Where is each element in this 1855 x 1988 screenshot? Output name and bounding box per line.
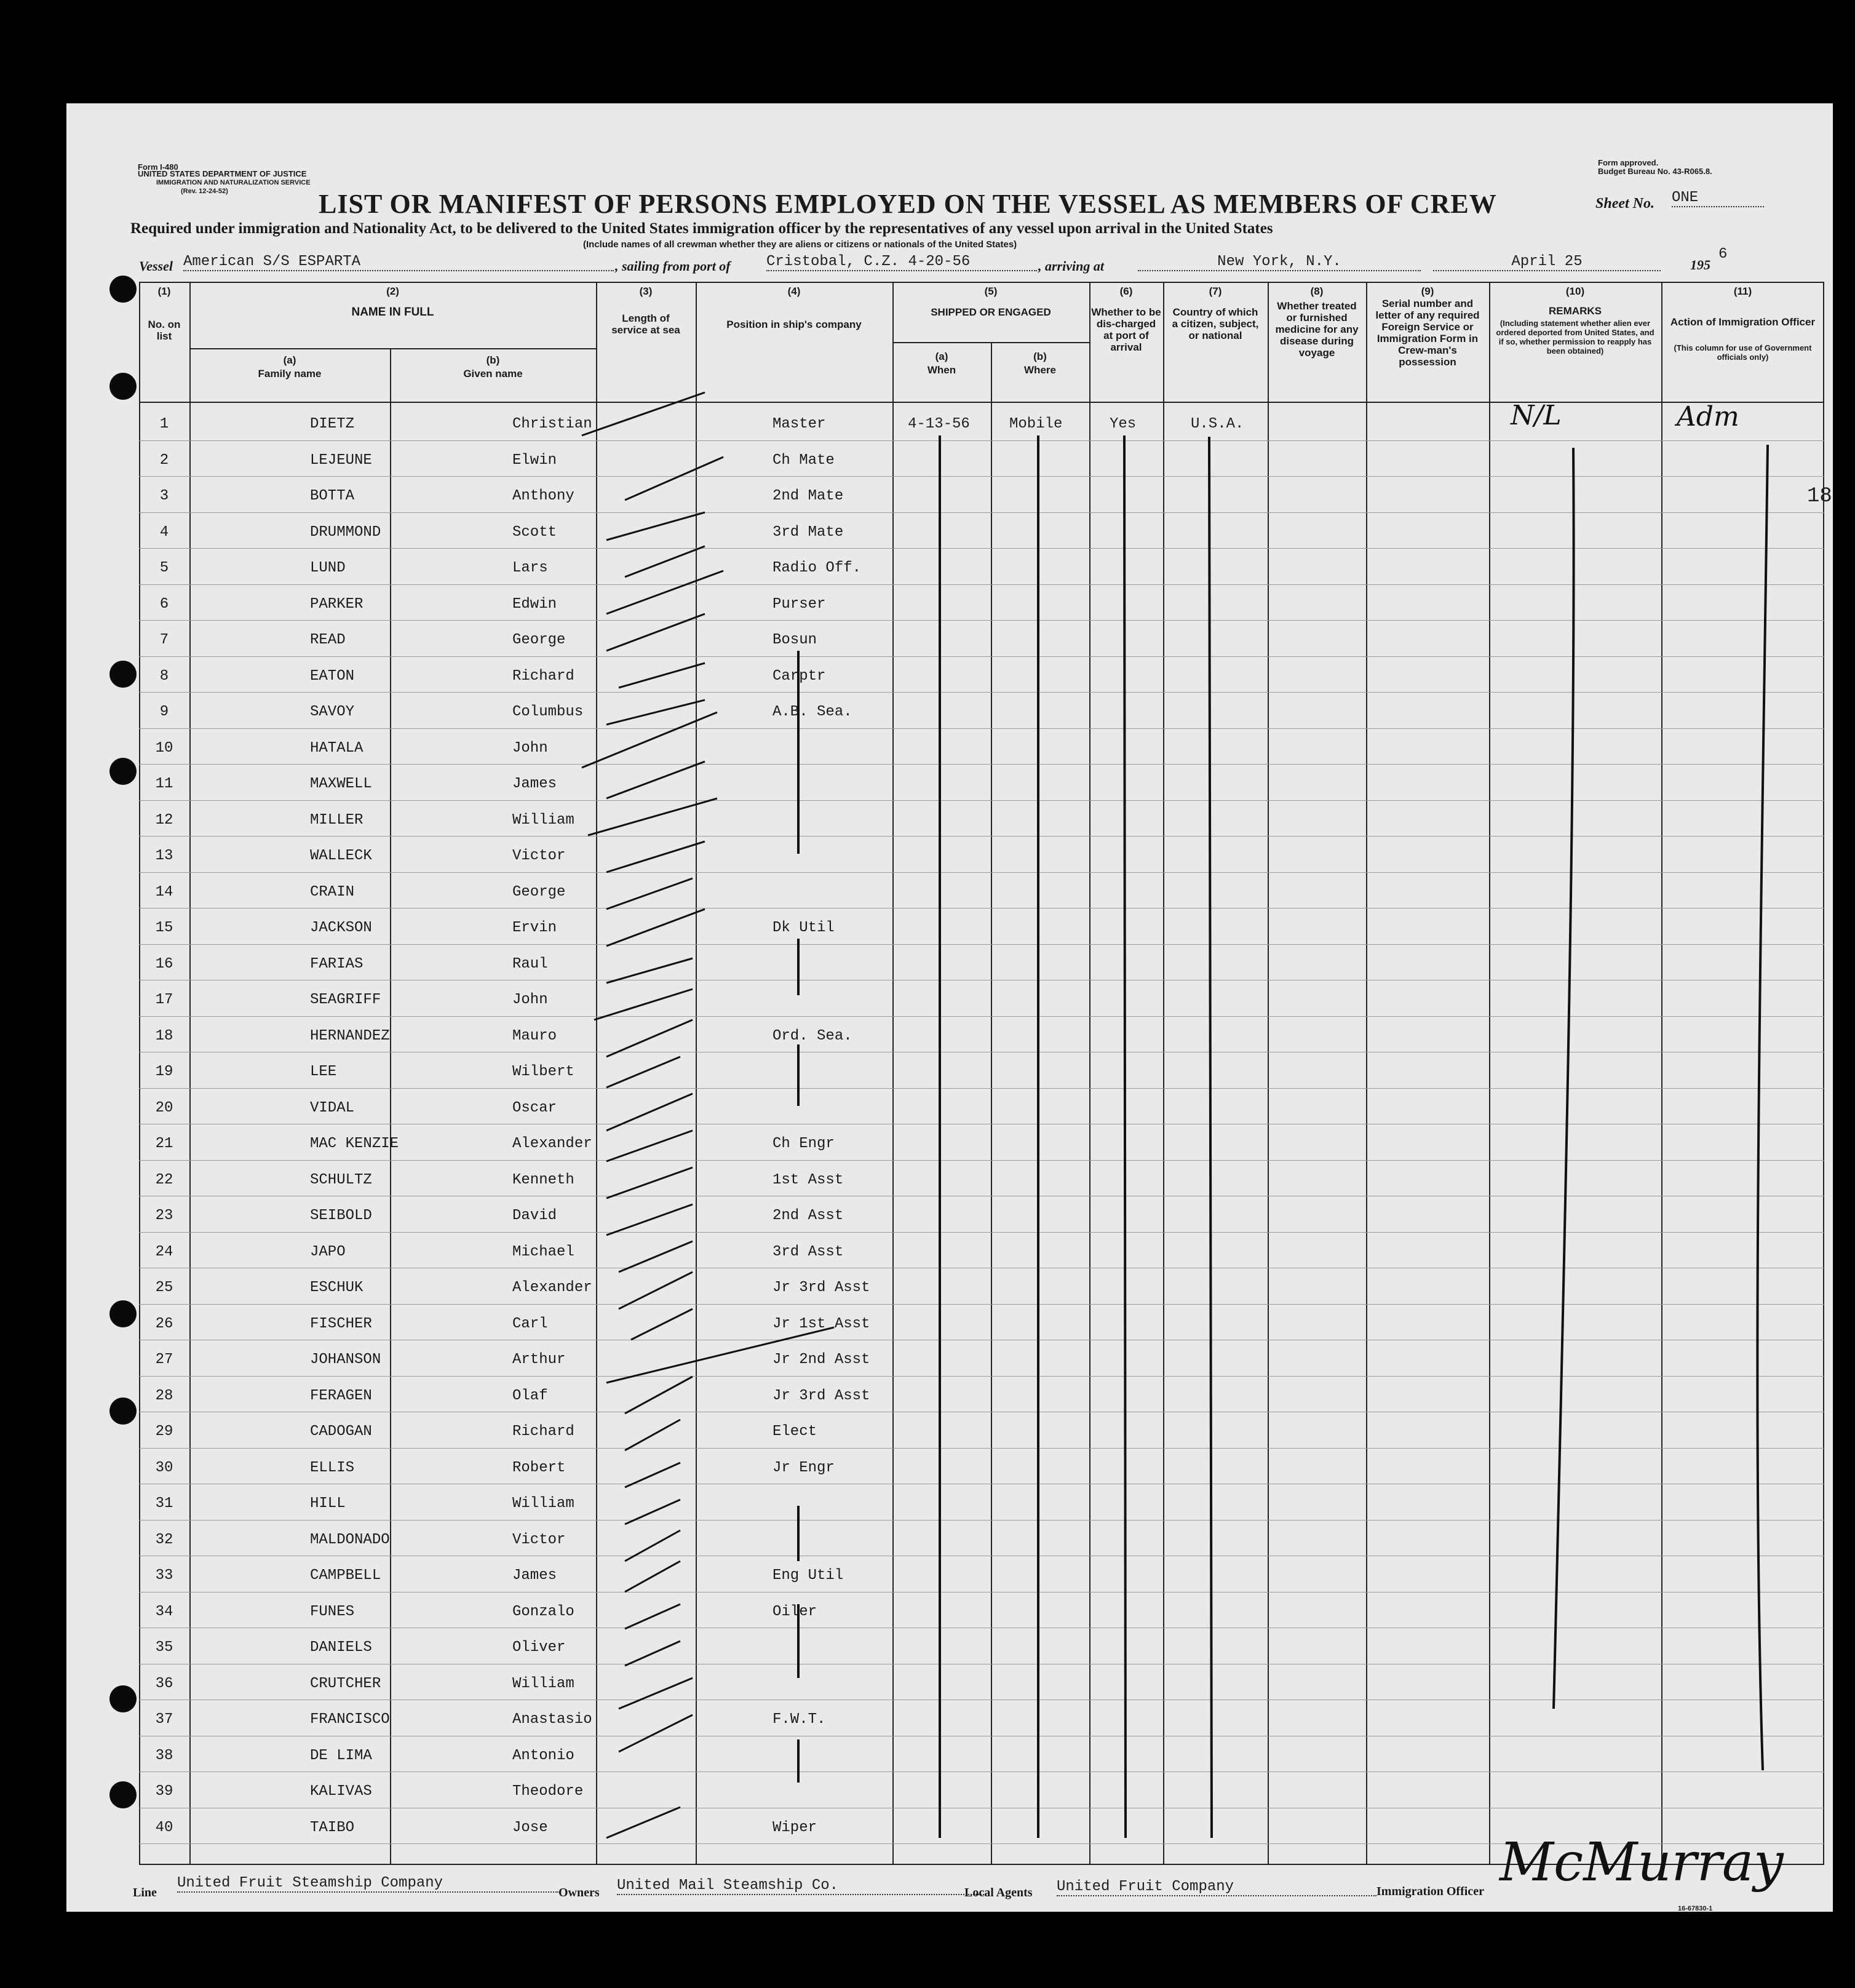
family-name: TAIBO <box>310 1819 355 1836</box>
family-name: FARIAS <box>310 955 363 972</box>
ship-position: Jr 1st Asst <box>773 1315 870 1332</box>
ship-position: Radio Off. <box>773 560 862 576</box>
col8-header: Whether treated or furnished medicine for any disease during voyage <box>1275 300 1359 359</box>
form-number: Form I-480 <box>138 162 178 172</box>
ship-position: Oiler <box>773 1603 817 1620</box>
crew-number: 23 <box>155 1207 173 1224</box>
col2b-letter: (b) <box>486 354 500 366</box>
family-name: LEJEUNE <box>310 451 372 469</box>
manifest-sheet <box>66 103 1833 1912</box>
crew-number: 25 <box>155 1279 173 1296</box>
crew-number: 39 <box>155 1783 173 1800</box>
ship-position: Master <box>773 416 826 432</box>
family-name: FISCHER <box>310 1315 372 1332</box>
family-name: JACKSON <box>310 920 372 936</box>
col2a-header: Family name <box>258 368 322 380</box>
crew-number: 14 <box>155 883 173 901</box>
include-note: (Include names of all crewman whether they are aliens or citizens or nationals of the United States) <box>583 239 1017 250</box>
given-name: Anthony <box>512 488 574 504</box>
col3-number: (3) <box>639 285 653 297</box>
col2-header: NAME IN FULL <box>351 306 434 319</box>
shipped-when: 4-13-56 <box>908 416 970 432</box>
footer-code: 16-67830-1 <box>1678 1905 1713 1912</box>
punch-hole <box>109 1781 137 1808</box>
col7-header: Country of which a citizen, subject, or national <box>1172 306 1259 341</box>
col4-number: (4) <box>787 285 801 297</box>
crew-number: 4 <box>159 523 169 541</box>
given-name: Olaf <box>512 1387 548 1404</box>
page-title: LIST OR MANIFEST OF PERSONS EMPLOYED ON THE VESSEL AS MEMBERS OF CREW <box>319 189 1497 219</box>
col6-header: Whether to be dis-charged at port of arrival <box>1091 306 1161 353</box>
side-count: 18 <box>1807 485 1832 508</box>
given-name: Oscar <box>512 1099 557 1116</box>
family-name: DIETZ <box>310 416 355 432</box>
crew-number: 13 <box>155 848 173 864</box>
col5a-letter: (a) <box>935 351 948 362</box>
punch-hole <box>109 661 137 688</box>
given-name: John <box>512 992 548 1008</box>
punch-hole <box>109 1685 137 1712</box>
crew-number: 5 <box>159 560 169 576</box>
given-name: Arthur <box>512 1351 566 1368</box>
crew-number: 16 <box>155 955 173 972</box>
given-name: Anastasio <box>512 1711 592 1728</box>
given-name: Raul <box>512 955 548 972</box>
crew-number: 20 <box>155 1099 173 1116</box>
ship-position: Dk Util <box>773 920 835 936</box>
given-name: Ervin <box>512 920 557 936</box>
ship-position: Jr 3rd Asst <box>773 1387 870 1404</box>
family-name: DE LIMA <box>310 1747 372 1764</box>
given-name: Oliver <box>512 1639 566 1656</box>
given-name: Columbus <box>512 704 584 720</box>
family-name: LUND <box>310 560 346 576</box>
crew-number: 40 <box>155 1819 173 1836</box>
given-name: George <box>512 883 566 901</box>
given-name: Lars <box>512 560 548 576</box>
ship-position: 2nd Mate <box>773 488 844 504</box>
crew-number: 8 <box>159 667 169 685</box>
given-name: Richard <box>512 667 574 685</box>
given-name: Edwin <box>512 595 557 613</box>
ship-position: Purser <box>773 595 826 613</box>
vessel-label: Vessel <box>139 258 173 274</box>
col8-number: (8) <box>1310 285 1324 297</box>
service-name: IMMIGRATION AND NATURALIZATION SERVICE <box>156 179 311 186</box>
crew-number: 32 <box>155 1531 173 1548</box>
ship-position: Elect <box>773 1423 817 1440</box>
family-name: EATON <box>310 667 355 685</box>
crew-number: 3 <box>159 488 169 504</box>
family-name: SAVOY <box>310 704 355 720</box>
given-name: John <box>512 739 548 757</box>
discharged-flag: Yes <box>1110 416 1137 432</box>
col5b-letter: (b) <box>1033 351 1047 362</box>
col11-header: Action of Immigration Officer <box>1670 316 1816 328</box>
ditto-marks <box>139 282 1824 1875</box>
officer-signature: McMurray <box>1499 1832 1784 1893</box>
punch-hole <box>109 758 137 785</box>
family-name: DRUMMOND <box>310 523 381 541</box>
family-name: JAPO <box>310 1243 346 1260</box>
owners-company: United Mail Steamship Co. <box>617 1877 986 1895</box>
crew-number: 6 <box>159 595 169 613</box>
punch-hole <box>109 1300 137 1327</box>
crew-number: 11 <box>155 776 173 792</box>
col2a-letter: (a) <box>283 354 296 366</box>
given-name: David <box>512 1207 557 1224</box>
given-name: William <box>512 811 574 829</box>
col10-note: (Including statement whether alien ever ordered deported from United States, and if so, whether permission to reapply has been obtained) <box>1496 319 1654 356</box>
officer-label: Immigration Officer <box>1376 1885 1484 1898</box>
col7-number: (7) <box>1209 285 1222 297</box>
col10-header: REMARKS <box>1549 305 1602 317</box>
arriving-label: , arriving at <box>1038 258 1104 274</box>
col1-number: (1) <box>157 285 171 297</box>
col5a-header: When <box>927 364 956 376</box>
family-name: SEIBOLD <box>310 1207 372 1224</box>
crew-number: 12 <box>155 811 173 829</box>
col5b-header: Where <box>1024 364 1056 376</box>
budget-bureau: Budget Bureau No. 43-R065.8. <box>1598 167 1712 176</box>
col2-number: (2) <box>386 285 399 297</box>
family-name: HERNANDEZ <box>310 1027 390 1044</box>
crew-number: 38 <box>155 1747 173 1764</box>
col4-header: Position in ship's company <box>726 319 862 330</box>
ship-position: 3rd Asst <box>773 1243 844 1260</box>
shipped-where: Mobile <box>1009 416 1063 432</box>
form-revision: (Rev. 12-24-52) <box>181 188 228 195</box>
given-name: Michael <box>512 1243 574 1260</box>
crew-table <box>139 282 1832 1875</box>
agents-company: United Fruit Company <box>1057 1879 1376 1896</box>
given-name: Theodore <box>512 1783 584 1800</box>
given-name: James <box>512 776 557 792</box>
family-name: WALLECK <box>310 848 372 864</box>
given-name: Antonio <box>512 1747 574 1764</box>
punch-hole <box>109 373 137 400</box>
punch-hole <box>109 276 137 303</box>
crew-number: 19 <box>155 1064 173 1080</box>
given-name: Alexander <box>512 1279 592 1296</box>
ship-position: Bosun <box>773 632 817 648</box>
crew-number: 29 <box>155 1423 173 1440</box>
crew-number: 31 <box>155 1495 173 1512</box>
given-name: Robert <box>512 1459 566 1476</box>
crew-number: 24 <box>155 1243 173 1260</box>
crew-number: 30 <box>155 1459 173 1476</box>
family-name: VIDAL <box>310 1099 355 1116</box>
ship-position: Ord. Sea. <box>773 1027 852 1044</box>
remarks-handwriting: N/L <box>1511 400 1562 431</box>
family-name: KALIVAS <box>310 1783 372 1800</box>
family-name: CRUTCHER <box>310 1675 381 1692</box>
family-name: FERAGEN <box>310 1387 372 1404</box>
col10-number: (10) <box>1565 285 1585 297</box>
family-name: HILL <box>310 1495 346 1512</box>
given-name: Kenneth <box>512 1171 574 1188</box>
ship-position: Jr 3rd Asst <box>773 1279 870 1296</box>
sailing-port: Cristobal, C.Z. 4-20-56 <box>766 253 1037 271</box>
year-prefix: 195 <box>1690 257 1710 272</box>
given-name: Scott <box>512 523 557 541</box>
arrival-port: New York, N.Y. <box>1138 253 1421 271</box>
crew-number: 35 <box>155 1639 173 1656</box>
crew-number: 36 <box>155 1675 173 1692</box>
given-name: Christian <box>512 416 592 432</box>
action-handwriting: Adm <box>1677 401 1739 432</box>
crew-number: 34 <box>155 1603 173 1620</box>
required-notice: Required under immigration and Nationality Act, to be delivered to the United States immigration officer by the representatives of any vessel upon arrival in the United States <box>130 220 1273 237</box>
family-name: READ <box>310 632 346 648</box>
given-name: Victor <box>512 848 566 864</box>
ship-position: 2nd Asst <box>773 1207 844 1224</box>
family-name: CADOGAN <box>310 1423 372 1440</box>
crew-number: 15 <box>155 920 173 936</box>
year-digit: 6 <box>1718 246 1728 263</box>
approval-block <box>1598 159 1712 176</box>
ship-position: Eng Util <box>773 1567 844 1584</box>
given-name: Mauro <box>512 1027 557 1044</box>
given-name: Victor <box>512 1531 566 1548</box>
col11-note: (This column for use of Government officials only) <box>1674 343 1812 362</box>
family-name: JOHANSON <box>310 1351 381 1368</box>
col1-header: No. on list <box>148 319 181 342</box>
crew-number: 33 <box>155 1567 173 1584</box>
crew-number: 10 <box>155 739 173 757</box>
ship-position: F.W.T. <box>773 1711 826 1728</box>
col5-header: SHIPPED OR ENGAGED <box>931 306 1051 318</box>
given-name: James <box>512 1567 557 1584</box>
family-name: SCHULTZ <box>310 1171 372 1188</box>
family-name: FRANCISCO <box>310 1711 390 1728</box>
given-name: Wilbert <box>512 1064 574 1080</box>
ship-position: Carptr <box>773 667 826 685</box>
ship-position: Ch Mate <box>773 451 835 469</box>
ship-position: A.B. Sea. <box>773 704 852 720</box>
family-name: HATALA <box>310 739 363 757</box>
given-name: Alexander <box>512 1135 592 1152</box>
family-name: MAXWELL <box>310 776 372 792</box>
family-name: DANIELS <box>310 1639 372 1656</box>
given-name: Carl <box>512 1315 548 1332</box>
line-label: Line <box>133 1886 157 1899</box>
ship-position: Jr Engr <box>773 1459 835 1476</box>
family-name: ELLIS <box>310 1459 355 1476</box>
family-name: BOTTA <box>310 488 355 504</box>
family-name: LEE <box>310 1064 337 1080</box>
family-name: ESCHUK <box>310 1279 363 1296</box>
col6-number: (6) <box>1119 285 1133 297</box>
family-name: CRAIN <box>310 883 355 901</box>
crew-number: 27 <box>155 1351 173 1368</box>
ship-position: 3rd Mate <box>773 523 844 541</box>
length-column-strokes <box>582 392 834 1838</box>
given-name: William <box>512 1675 574 1692</box>
family-name: PARKER <box>310 595 363 613</box>
col9-header: Serial number and letter of any required Foreign Service or Immigration Form in Crew-man's possession <box>1375 298 1480 368</box>
given-name: Richard <box>512 1423 574 1440</box>
crew-number: 28 <box>155 1387 173 1404</box>
crew-number: 2 <box>159 451 169 469</box>
col9-number: (9) <box>1421 285 1434 297</box>
given-name: Jose <box>512 1819 548 1836</box>
vessel-name: American S/S ESPARTA <box>183 253 614 271</box>
ship-position: Jr 2nd Asst <box>773 1351 870 1368</box>
crew-number: 7 <box>159 632 169 648</box>
family-name: CAMPBELL <box>310 1567 381 1584</box>
crew-number: 37 <box>155 1711 173 1728</box>
sheet-number: ONE <box>1672 189 1764 207</box>
col2b-header: Given name <box>463 368 523 380</box>
sailing-label: , sailing from port of <box>615 258 731 274</box>
ship-position: Ch Engr <box>773 1135 835 1152</box>
citizenship: U.S.A. <box>1191 416 1244 432</box>
col11-number: (11) <box>1733 285 1752 297</box>
crew-number: 17 <box>155 992 173 1008</box>
line-company: United Fruit Steamship Company <box>177 1875 558 1893</box>
family-name: MALDONADO <box>310 1531 390 1548</box>
given-name: George <box>512 632 566 648</box>
ditto-strokes <box>798 435 1768 1838</box>
ship-position: Wiper <box>773 1819 817 1836</box>
given-name: Elwin <box>512 451 557 469</box>
crew-number: 9 <box>159 704 169 720</box>
given-name: Gonzalo <box>512 1603 574 1620</box>
punch-hole <box>109 1398 137 1425</box>
family-name: MAC KENZIE <box>310 1135 399 1152</box>
form-approved: Form approved. <box>1598 158 1659 167</box>
given-name: William <box>512 1495 574 1512</box>
family-name: SEAGRIFF <box>310 992 381 1008</box>
crew-number: 22 <box>155 1171 173 1188</box>
crew-number: 21 <box>155 1135 173 1152</box>
crew-number: 18 <box>155 1027 173 1044</box>
crew-number: 1 <box>159 416 169 432</box>
family-name: MILLER <box>310 811 363 829</box>
col3-header: Length of service at sea <box>611 312 680 336</box>
department-block <box>138 170 311 196</box>
agents-label: Local Agents <box>964 1886 1033 1899</box>
department-name: UNITED STATES DEPARTMENT OF JUSTICE <box>138 169 307 178</box>
crew-number: 26 <box>155 1315 173 1332</box>
owners-label: Owners <box>558 1886 600 1899</box>
family-name: FUNES <box>310 1603 355 1620</box>
arrival-date: April 25 <box>1433 253 1661 271</box>
col5-number: (5) <box>984 285 998 297</box>
sheet-label: Sheet No. <box>1595 196 1654 212</box>
ship-position: 1st Asst <box>773 1171 844 1188</box>
